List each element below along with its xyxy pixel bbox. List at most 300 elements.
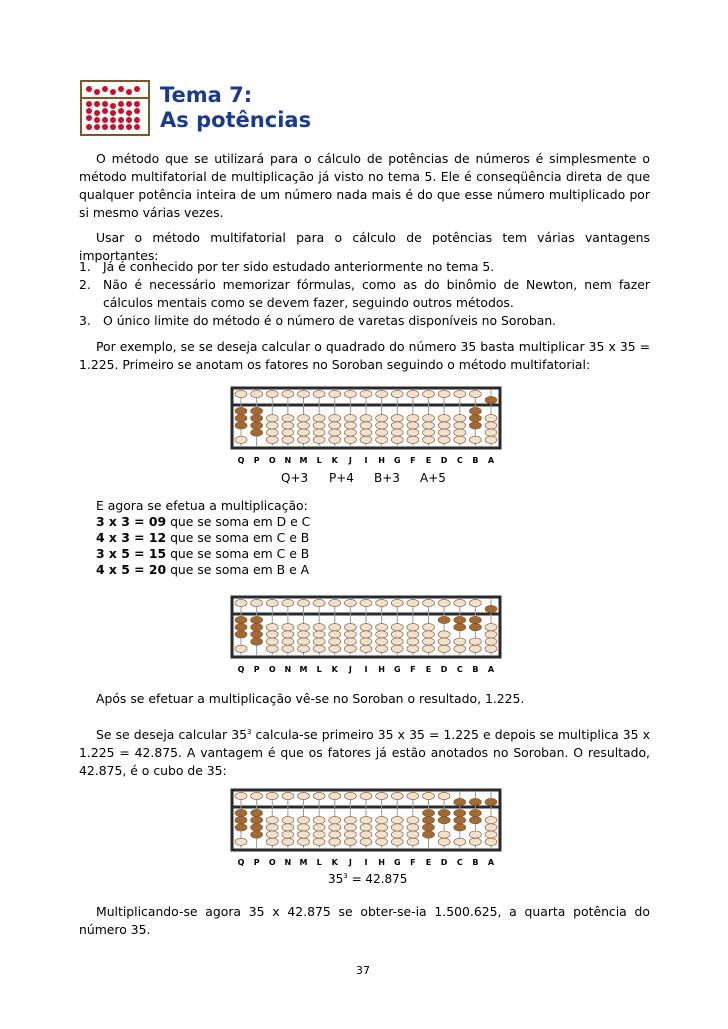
earth-bead <box>344 824 356 831</box>
rod-label: J <box>348 665 352 674</box>
earth-bead <box>407 624 419 631</box>
rod-label: K <box>331 858 338 867</box>
heaven-bead <box>360 792 372 799</box>
earth-bead <box>454 422 466 429</box>
earth-bead <box>376 817 388 824</box>
earth-bead <box>407 817 419 824</box>
earth-bead <box>485 817 497 824</box>
caption-value: = 42.875 <box>347 872 408 886</box>
multiplication-step <box>96 546 310 562</box>
multiplication-list <box>96 514 310 578</box>
heaven-bead <box>298 792 310 799</box>
rod-label: J <box>348 858 352 867</box>
heaven-bead <box>235 792 247 799</box>
earth-bead <box>329 824 341 831</box>
earth-bead <box>454 415 466 422</box>
earth-bead <box>235 824 247 831</box>
heaven-bead <box>376 792 388 799</box>
earth-bead <box>485 415 497 422</box>
earth-bead <box>235 817 247 824</box>
earth-bead <box>438 638 450 645</box>
earth-bead <box>391 645 403 652</box>
step-note: que se soma em B e A <box>166 562 310 577</box>
earth-bead <box>376 429 388 436</box>
caption-exponent: 3 <box>343 872 348 880</box>
heaven-bead <box>438 390 450 397</box>
earth-bead <box>298 638 310 645</box>
earth-bead <box>391 817 403 824</box>
rod-label: H <box>378 858 385 867</box>
paragraph-advantages: Usar o método multifatorial para o cálculo de potências tem várias vantagens importantes: <box>79 230 650 263</box>
rod-label: E <box>425 456 432 465</box>
earth-bead <box>344 645 356 652</box>
earth-bead <box>423 645 435 652</box>
earth-bead <box>298 422 310 429</box>
heaven-bead <box>298 599 310 606</box>
earth-bead <box>485 624 497 631</box>
earth-bead <box>438 422 450 429</box>
rod-label: F <box>410 858 416 867</box>
earth-bead <box>235 809 247 816</box>
heaven-bead <box>360 390 372 397</box>
earth-bead <box>329 422 341 429</box>
earth-bead <box>266 631 278 638</box>
earth-bead <box>313 631 325 638</box>
page-title-line2: As potências <box>160 108 312 132</box>
rod-label: C <box>456 858 463 867</box>
earth-bead <box>313 817 325 824</box>
earth-bead <box>282 831 294 838</box>
earth-bead <box>407 415 419 422</box>
rod-label: L <box>316 858 322 867</box>
earth-bead <box>298 831 310 838</box>
earth-bead <box>313 824 325 831</box>
list-number: 2. <box>79 277 91 292</box>
heaven-bead <box>313 390 325 397</box>
heaven-bead <box>313 599 325 606</box>
earth-bead <box>469 809 481 816</box>
heaven-bead <box>407 792 419 799</box>
heaven-bead <box>313 792 325 799</box>
paragraph-example: Por exemplo, se se deseja calcular o quadrado do número 35 basta multiplicar 35 x 35 = 1.225. Primeiro se anotam os fatores no Soroban seguindo o método multifatorial: <box>79 339 650 372</box>
paragraph-multiply: E agora se efetua a multiplicação: <box>96 498 308 513</box>
rod-label: O <box>268 858 276 867</box>
rod-label: D <box>440 858 448 867</box>
heaven-bead <box>454 390 466 397</box>
heaven-bead <box>454 599 466 606</box>
earth-bead <box>344 624 356 631</box>
earth-bead <box>329 817 341 824</box>
earth-bead <box>360 824 372 831</box>
earth-bead <box>251 429 263 436</box>
earth-bead <box>282 422 294 429</box>
rod-label: B <box>472 665 479 674</box>
earth-bead <box>329 436 341 443</box>
rod-label: J <box>348 456 352 465</box>
earth-bead <box>454 824 466 831</box>
earth-bead <box>407 631 419 638</box>
earth-bead <box>235 645 247 652</box>
earth-bead <box>282 824 294 831</box>
earth-bead <box>251 624 263 631</box>
step-note: que se soma em D e C <box>166 514 311 529</box>
earth-bead <box>360 631 372 638</box>
multiplication-step <box>96 514 310 530</box>
earth-bead <box>407 831 419 838</box>
rod-label: H <box>378 665 385 674</box>
earth-bead <box>344 638 356 645</box>
earth-bead <box>485 429 497 436</box>
earth-bead <box>266 831 278 838</box>
earth-bead <box>344 817 356 824</box>
earth-bead <box>423 809 435 816</box>
earth-bead <box>438 831 450 838</box>
heaven-bead <box>282 792 294 799</box>
rod-label: M <box>299 456 308 465</box>
earth-bead <box>485 838 497 845</box>
rod-label: G <box>393 456 401 465</box>
earth-bead <box>344 436 356 443</box>
heaven-bead <box>407 599 419 606</box>
earth-bead <box>423 422 435 429</box>
list-text: Não é necessário memorizar fórmulas, como as do binômio de Newton, nem fazer cálculos mentais como se devem fazer, seguindo outros métodos. <box>103 277 650 310</box>
heaven-bead <box>282 390 294 397</box>
earth-bead <box>438 616 450 623</box>
earth-bead <box>251 415 263 422</box>
abacus-icon <box>80 80 150 136</box>
earth-bead <box>469 838 481 845</box>
earth-bead <box>438 631 450 638</box>
earth-bead <box>344 831 356 838</box>
earth-bead <box>485 638 497 645</box>
heaven-bead <box>329 792 341 799</box>
earth-bead <box>454 616 466 623</box>
list-item <box>79 276 650 312</box>
rod-label: N <box>284 665 292 674</box>
heaven-bead <box>266 792 278 799</box>
heaven-bead <box>423 599 435 606</box>
earth-bead <box>235 415 247 422</box>
earth-bead <box>266 436 278 443</box>
step-expression: 4 x 3 = 12 <box>96 530 167 545</box>
earth-bead <box>407 824 419 831</box>
abacus-logo <box>80 80 150 136</box>
soroban-diagram-factors <box>229 386 503 468</box>
earth-bead <box>251 407 263 414</box>
earth-bead <box>469 638 481 645</box>
soroban-diagram-result-square <box>229 595 503 677</box>
rod-label: P <box>253 858 260 867</box>
earth-bead <box>282 645 294 652</box>
list-number: 1. <box>79 259 91 274</box>
rod-label: K <box>331 456 338 465</box>
rod-label: A <box>487 456 495 465</box>
earth-bead <box>360 415 372 422</box>
earth-bead <box>391 824 403 831</box>
earth-bead <box>376 436 388 443</box>
earth-bead <box>391 436 403 443</box>
earth-bead <box>469 624 481 631</box>
rod-label: N <box>284 858 292 867</box>
earth-bead <box>360 429 372 436</box>
earth-bead <box>235 624 247 631</box>
cube-exponent: 3 <box>246 728 252 736</box>
heaven-bead <box>469 798 481 805</box>
earth-bead <box>360 645 372 652</box>
earth-bead <box>391 624 403 631</box>
earth-bead <box>282 624 294 631</box>
earth-bead <box>423 624 435 631</box>
heaven-bead <box>251 390 263 397</box>
paragraph-cube <box>79 723 650 780</box>
earth-bead <box>423 824 435 831</box>
advantages-list <box>79 258 650 330</box>
rod-label: Q <box>237 456 245 465</box>
heaven-bead <box>485 798 497 805</box>
heaven-bead <box>266 390 278 397</box>
rod-label: L <box>316 665 322 674</box>
heaven-bead <box>329 390 341 397</box>
earth-bead <box>376 415 388 422</box>
earth-bead <box>251 809 263 816</box>
earth-bead <box>329 831 341 838</box>
earth-bead <box>282 436 294 443</box>
earth-bead <box>438 429 450 436</box>
earth-bead <box>407 645 419 652</box>
earth-bead <box>298 624 310 631</box>
earth-bead <box>438 415 450 422</box>
heaven-bead <box>376 599 388 606</box>
earth-bead <box>454 809 466 816</box>
heaven-bead <box>454 798 466 805</box>
list-text: O único limite do método é o número de varetas disponíveis no Soroban. <box>103 313 557 328</box>
paragraph-fourth-power: Multiplicando-se agora 35 x 42.875 se obter-se-ia 1.500.625, a quarta potência do número 35. <box>79 904 650 937</box>
earth-bead <box>251 638 263 645</box>
earth-bead <box>376 638 388 645</box>
earth-bead <box>407 436 419 443</box>
earth-bead <box>266 638 278 645</box>
earth-bead <box>266 422 278 429</box>
earth-bead <box>329 631 341 638</box>
earth-bead <box>344 429 356 436</box>
step-note: que se soma em C e B <box>166 546 310 561</box>
rod-label: G <box>393 858 401 867</box>
rod-label: D <box>440 665 448 674</box>
rod-label: M <box>299 858 308 867</box>
list-number: 3. <box>79 313 91 328</box>
heaven-bead <box>391 792 403 799</box>
heaven-bead <box>344 390 356 397</box>
heaven-bead <box>329 599 341 606</box>
earth-bead <box>344 838 356 845</box>
earth-bead <box>298 631 310 638</box>
rod-note-a: A+5 <box>420 471 446 485</box>
earth-bead <box>360 624 372 631</box>
rod-label: I <box>364 665 368 674</box>
caption-base: 35 <box>328 872 344 886</box>
earth-bead <box>298 645 310 652</box>
earth-bead <box>329 638 341 645</box>
earth-bead <box>485 831 497 838</box>
earth-bead <box>376 824 388 831</box>
rod-label: A <box>487 858 495 867</box>
earth-bead <box>251 824 263 831</box>
earth-bead <box>423 631 435 638</box>
step-expression: 4 x 5 = 20 <box>96 562 167 577</box>
earth-bead <box>376 831 388 838</box>
earth-bead <box>329 429 341 436</box>
heaven-bead <box>235 390 247 397</box>
step-expression: 3 x 5 = 15 <box>96 546 167 561</box>
earth-bead <box>313 415 325 422</box>
earth-bead <box>438 436 450 443</box>
heaven-bead <box>438 792 450 799</box>
earth-bead <box>235 616 247 623</box>
earth-bead <box>251 616 263 623</box>
earth-bead <box>282 838 294 845</box>
rod-label: I <box>364 858 368 867</box>
rod-label: F <box>410 456 416 465</box>
heaven-bead <box>344 599 356 606</box>
earth-bead <box>485 436 497 443</box>
rod-label: I <box>364 456 368 465</box>
rod-label: O <box>268 665 276 674</box>
earth-bead <box>251 631 263 638</box>
earth-bead <box>438 645 450 652</box>
earth-bead <box>438 817 450 824</box>
earth-bead <box>344 422 356 429</box>
earth-bead <box>360 638 372 645</box>
earth-bead <box>438 838 450 845</box>
earth-bead <box>376 645 388 652</box>
earth-bead <box>282 638 294 645</box>
earth-bead <box>251 831 263 838</box>
earth-bead <box>235 422 247 429</box>
rod-label: Q <box>237 858 245 867</box>
earth-bead <box>313 838 325 845</box>
rod-note-p: P+4 <box>329 471 354 485</box>
heaven-bead <box>469 599 481 606</box>
earth-bead <box>313 422 325 429</box>
rod-label: E <box>425 858 432 867</box>
earth-bead <box>298 838 310 845</box>
earth-bead <box>469 645 481 652</box>
earth-bead <box>438 809 450 816</box>
earth-bead <box>454 624 466 631</box>
earth-bead <box>469 422 481 429</box>
earth-bead <box>313 436 325 443</box>
earth-bead <box>376 631 388 638</box>
earth-bead <box>485 631 497 638</box>
earth-bead <box>235 631 247 638</box>
heaven-bead <box>391 599 403 606</box>
earth-bead <box>423 429 435 436</box>
earth-bead <box>298 436 310 443</box>
earth-bead <box>251 422 263 429</box>
earth-bead <box>469 407 481 414</box>
earth-bead <box>407 838 419 845</box>
multiplication-step <box>96 530 310 546</box>
earth-bead <box>454 645 466 652</box>
heaven-bead <box>344 792 356 799</box>
rod-label: D <box>440 456 448 465</box>
rod-label: B <box>472 456 479 465</box>
heaven-bead <box>376 390 388 397</box>
earth-bead <box>407 422 419 429</box>
rod-label: P <box>253 665 260 674</box>
rod-label: A <box>487 665 495 674</box>
heaven-bead <box>438 599 450 606</box>
heaven-bead <box>391 390 403 397</box>
earth-bead <box>469 436 481 443</box>
earth-bead <box>313 831 325 838</box>
earth-bead <box>329 838 341 845</box>
earth-bead <box>485 422 497 429</box>
cube-text-start: Se se deseja calcular 35 <box>96 727 247 743</box>
heaven-bead <box>235 599 247 606</box>
earth-bead <box>423 436 435 443</box>
earth-bead <box>485 824 497 831</box>
rod-label: M <box>299 665 308 674</box>
rod-label: K <box>331 665 338 674</box>
cube-text-end: calcula-se primeiro 35 x 35 = 1.225 e depois se multiplica 35 x 1.225 = 42.875. A vantagem é que os fatores já estão anotados no Soroban. O resultado, 42.875, é o cubo de 35: <box>79 727 650 779</box>
earth-bead <box>298 817 310 824</box>
heaven-bead <box>423 792 435 799</box>
earth-bead <box>376 422 388 429</box>
earth-bead <box>235 436 247 443</box>
page-number: 37 <box>356 964 370 977</box>
rod-label: L <box>316 456 322 465</box>
earth-bead <box>391 638 403 645</box>
heaven-bead <box>485 605 497 612</box>
cube-caption <box>328 872 407 886</box>
earth-bead <box>391 415 403 422</box>
earth-bead <box>360 817 372 824</box>
earth-bead <box>266 645 278 652</box>
heaven-bead <box>251 792 263 799</box>
heaven-bead <box>251 599 263 606</box>
earth-bead <box>391 422 403 429</box>
earth-bead <box>266 624 278 631</box>
earth-bead <box>391 429 403 436</box>
paragraph-result: Após se efetuar a multiplicação vê-se no Soroban o resultado, 1.225. <box>96 691 525 706</box>
earth-bead <box>266 817 278 824</box>
earth-bead <box>298 429 310 436</box>
list-item <box>79 258 650 276</box>
earth-bead <box>360 422 372 429</box>
earth-bead <box>469 616 481 623</box>
earth-bead <box>454 429 466 436</box>
heaven-bead <box>407 390 419 397</box>
earth-bead <box>282 429 294 436</box>
earth-bead <box>251 817 263 824</box>
earth-bead <box>360 838 372 845</box>
earth-bead <box>469 415 481 422</box>
earth-bead <box>344 415 356 422</box>
earth-bead <box>407 429 419 436</box>
rod-label: F <box>410 665 416 674</box>
earth-bead <box>423 415 435 422</box>
paragraph-intro: O método que se utilizará para o cálculo de potências de números é simplesmente o método multifatorial de multiplicação já visto no tema 5. Ele é conseqüência direta de que qualquer potência inteira de um número nada mais é do que esse número multiplicado por si mesmo várias vezes. <box>79 151 650 220</box>
step-expression: 3 x 3 = 09 <box>96 514 167 529</box>
earth-bead <box>329 415 341 422</box>
rod-label: C <box>456 456 463 465</box>
heaven-bead <box>423 390 435 397</box>
earth-bead <box>313 429 325 436</box>
earth-bead <box>298 415 310 422</box>
rod-label: B <box>472 858 479 867</box>
earth-bead <box>407 638 419 645</box>
